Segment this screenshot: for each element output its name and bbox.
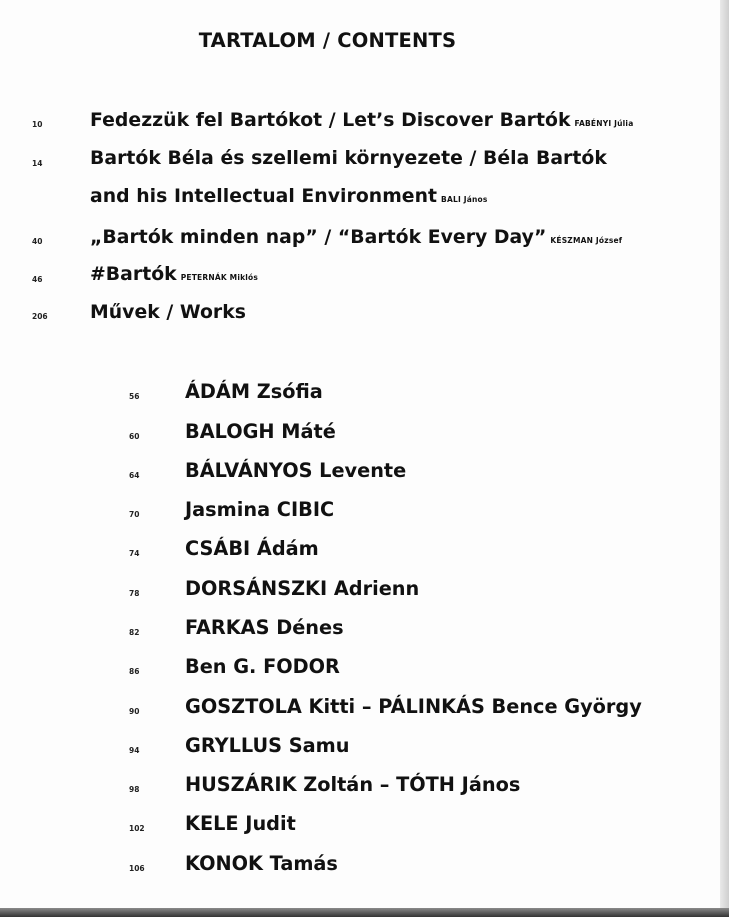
entry-author: FABÉNYI Júlia — [574, 119, 634, 128]
artist-name: GRYLLUS Samu — [185, 734, 350, 757]
entry-title: „Bartók minden nap” / “Bartók Every Day” KÉSZMAN József — [90, 227, 623, 248]
artist-name: DORSÁNSZKI Adrienn — [185, 577, 420, 600]
entry-title: Művek / Works — [90, 302, 246, 323]
page-number: 90 — [129, 707, 140, 716]
entry-author: KÉSZMAN József — [550, 236, 623, 245]
page-number: 64 — [129, 471, 140, 480]
page-number: 60 — [129, 432, 140, 441]
page-number: 14 — [32, 159, 43, 168]
entry-title: Bartók Béla és szellemi környezete / Béla Bartók — [90, 148, 607, 169]
entry-author: BALI János — [441, 195, 488, 204]
artist-name: KELE Judit — [185, 812, 296, 835]
artist-name: CSÁBI Ádám — [185, 537, 319, 560]
page-edge-bottom — [0, 908, 729, 917]
page-number: 86 — [129, 667, 140, 676]
entry-title: #Bartók PETERNÁK Miklós — [90, 264, 259, 285]
page-number: 70 — [129, 510, 140, 519]
artist-name: KONOK Tamás — [185, 852, 338, 875]
page-number: 106 — [129, 864, 145, 873]
page-number: 40 — [32, 237, 43, 246]
artist-name: BÁLVÁNYOS Levente — [185, 459, 407, 482]
page-number: 78 — [129, 589, 140, 598]
page-number: 94 — [129, 746, 140, 755]
page-number: 74 — [129, 549, 140, 558]
page-number: 46 — [32, 275, 43, 284]
page-number: 102 — [129, 824, 145, 833]
page-title: TARTALOM / CONTENTS — [198, 29, 457, 52]
artist-name: GOSZTOLA Kitti – PÁLINKÁS Bence György — [185, 695, 642, 718]
artist-name: Jasmina CIBIC — [185, 498, 335, 521]
artist-name: HUSZÁRIK Zoltán – TÓTH János — [185, 773, 521, 796]
page-number: 56 — [129, 392, 140, 401]
page-number: 206 — [32, 312, 48, 321]
artist-name: BALOGH Máté — [185, 420, 336, 443]
entry-author: PETERNÁK Miklós — [180, 273, 259, 282]
entry-title: Fedezzük fel Bartókot / Let’s Discover Bartók FABÉNYI Júlia — [90, 110, 634, 131]
page-number: 82 — [129, 628, 140, 637]
artist-name: Ben G. FODOR — [185, 655, 340, 678]
page-edge-right — [720, 0, 729, 917]
entry-title: and his Intellectual Environment BALI János — [90, 186, 488, 207]
artist-name: ÁDÁM Zsófia — [185, 380, 323, 403]
page-number: 10 — [32, 120, 43, 129]
artist-name: FARKAS Dénes — [185, 616, 344, 639]
page-number: 98 — [129, 785, 140, 794]
